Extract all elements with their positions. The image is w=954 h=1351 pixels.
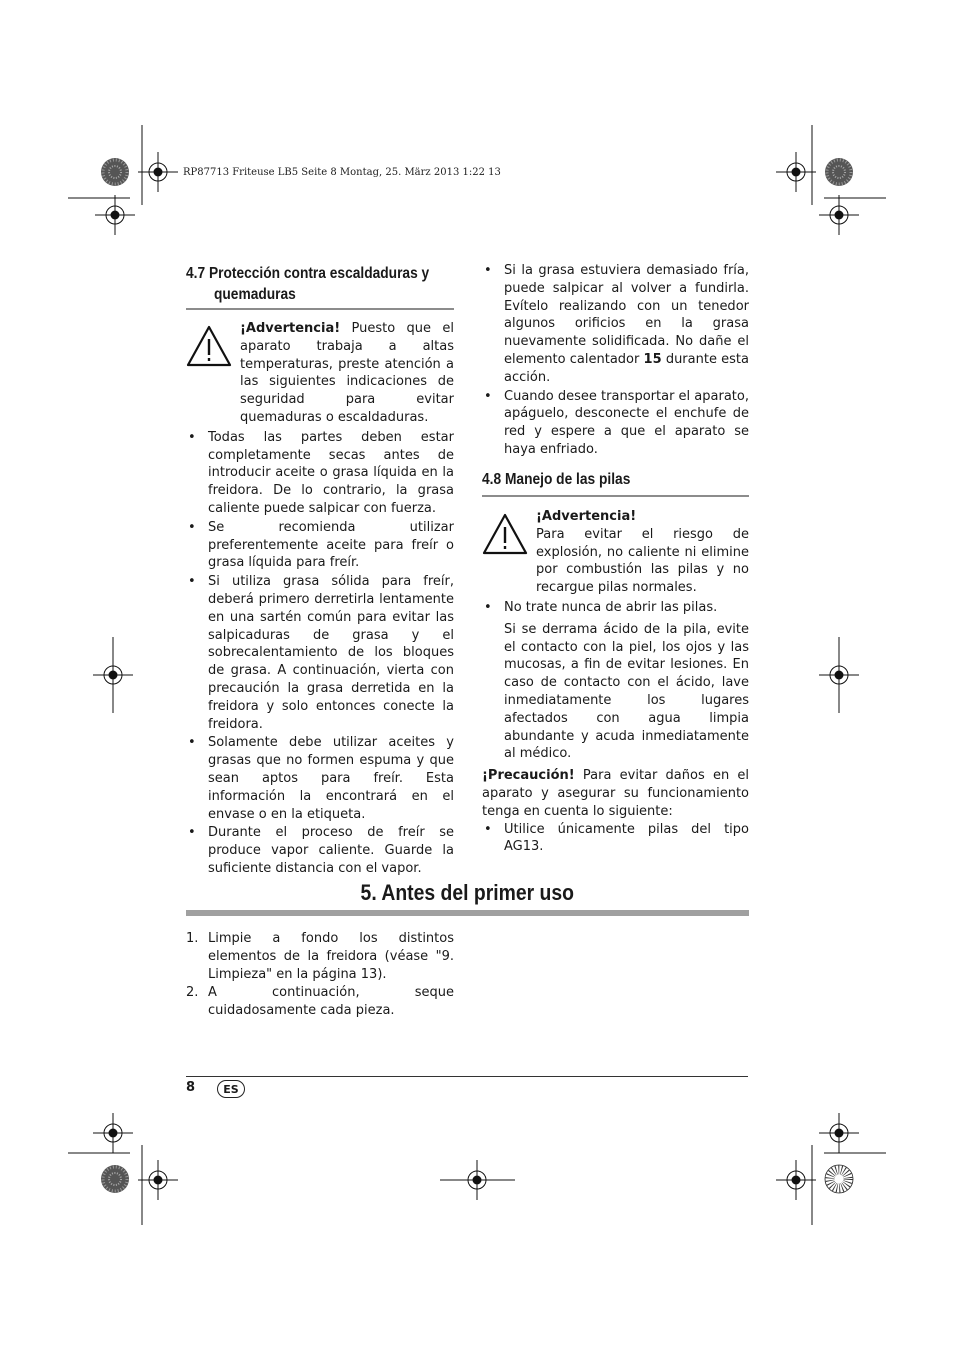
language-badge: ES xyxy=(217,1080,245,1098)
caution-bullet-list xyxy=(482,821,749,857)
section-heading-4-8: 4.8 Manejo de las pilas xyxy=(482,471,631,488)
caution-label: ¡Precaución! xyxy=(482,768,575,784)
step-number: 2. xyxy=(186,985,199,1001)
left-column xyxy=(186,320,454,879)
warning-triangle-icon xyxy=(186,324,232,368)
list-item: • Utilice únicamente pilas del tipo AG13. xyxy=(482,821,749,857)
list-item: • Solamente debe utilizar aceites y grasas que no formen espuma y que sean aptos para freír. Esta información la encontrará en el envase o en la etiqueta. xyxy=(186,734,454,823)
battery-acid-text: Si se derrama ácido de la pila, evite el contacto con la piel, los ojos y las mucosas, a fin de evitar lesiones. En caso de contacto con el ácido, lave inmediatamente los lugares afectados con agua limpia abundante y acuda inmediatamente al médico. xyxy=(504,621,749,762)
list-item: 1. Limpie a fondo los distintos elementos de la freidora (véase "9. Limpieza" en la página 13). xyxy=(186,931,454,982)
list-item: • No trate nunca de abrir las pilas. xyxy=(482,599,749,617)
chapter-rule xyxy=(186,910,749,916)
chapter-title: 5. Antes del primer uso xyxy=(360,880,575,905)
list-item: • Si la grasa estuviera demasiado fría, puede salpicar al volver a fundirla. Evítelo realizando con un tenedor algunos orificios en la grasa nuevamente solidificada. No dañe el elemento calentador 15 durante esta acción. xyxy=(482,262,749,387)
section-heading-4-7-line1: 4.7 Protección contra escaldaduras y xyxy=(186,265,430,282)
chapter-steps xyxy=(186,930,454,1021)
list-item: • Cuando desee transportar el aparato, apáguelo, desconecte el enchufe de red y espere a que el aparato se haya enfriado. xyxy=(482,388,749,459)
footer-rule xyxy=(186,1076,748,1077)
warning-block-batteries xyxy=(482,508,749,597)
steps-list xyxy=(186,930,454,1020)
warning-block-scalding xyxy=(186,320,454,427)
section-rule-4-7 xyxy=(186,308,454,310)
list-item: 2. A continuación, seque cuidadosamente cada pieza. xyxy=(186,985,454,1019)
battery-bullet-list xyxy=(482,599,749,617)
page-number: 8 xyxy=(186,1080,196,1095)
step-number: 1. xyxy=(186,931,199,946)
right-column-bottom xyxy=(482,508,749,857)
list-item: • Si utiliza grasa sólida para freír, deberá primero derretirla lentamente en una sartén común para evitar las salpicaduras de grasa y el sobrecalentamiento de los bloques de grasa. A continuación, vierta con precaución la grasa derretida en la freidora y solo entonces conecte la freidora. xyxy=(186,573,454,733)
warning-label: ¡Advertencia! xyxy=(536,509,637,524)
safety-bullet-list xyxy=(186,429,454,878)
part-reference-number: 15 xyxy=(643,351,662,367)
warning-label-line xyxy=(536,508,749,526)
fat-bullet-list xyxy=(482,262,749,459)
right-column-top xyxy=(482,262,749,460)
warning-label: ¡Advertencia! xyxy=(240,321,341,336)
list-item: • Todas las partes deben estar completamente secas antes de introducir aceite o grasa líquida en la freidora. De lo contrario, la grasa caliente puede salpicar con fuerza. xyxy=(186,429,454,518)
warning-triangle-icon xyxy=(482,512,528,556)
section-heading-4-7-line2: quemaduras xyxy=(214,286,296,303)
section-rule-4-8 xyxy=(482,495,749,497)
warning-text: Para evitar el riesgo de explosión, no caliente ni elimine por combustión las pilas y no recargue pilas normales. xyxy=(536,526,749,596)
list-item: • Se recomienda utilizar preferentemente aceite para freír o grasa líquida para freír. xyxy=(186,519,454,572)
warning-text: ¡Advertencia! Puesto que el aparato trabaja a altas temperaturas, preste atención a las siguientes indicaciones de seguridad para evitar quemaduras o escaldaduras. xyxy=(240,321,454,425)
print-info-header: RP87713 Friteuse LB5 Seite 8 Montag, 25. März 2013 1:22 13 xyxy=(183,167,501,178)
caution-text: ¡Precaución! Para evitar daños en el aparato y asegurar su funcionamiento tenga en cuenta lo siguiente: xyxy=(482,768,749,819)
list-item: • Durante el proceso de freír se produce vapor caliente. Guarde la suficiente distancia con el vapor. xyxy=(186,824,454,877)
